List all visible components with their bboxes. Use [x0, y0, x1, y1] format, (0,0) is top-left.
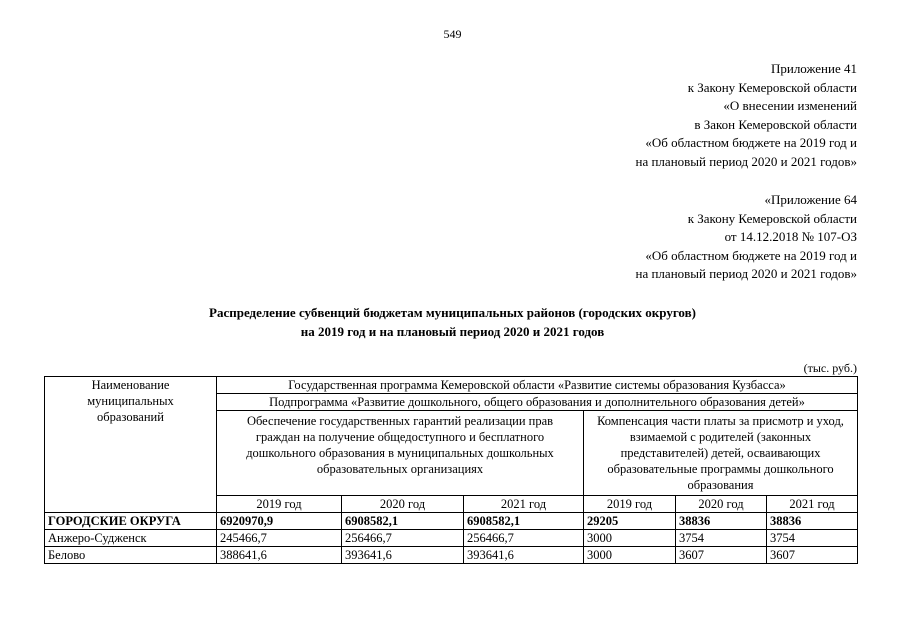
- units-label: (тыс. руб.): [803, 361, 857, 375]
- appendix-current-line: к Закону Кемеровской области: [687, 79, 857, 95]
- appendix-current: [636, 60, 858, 171]
- table-row: [45, 513, 858, 530]
- subsidy-table: [44, 376, 858, 564]
- row-value: 6908582,1: [464, 513, 584, 530]
- group-header-guarantees: Обеспечение государственных гарантий реализации прав граждан на получение общедоступного и бесплатного дошкольного образования в муниципальных дошкольных образовательных организациях: [217, 411, 584, 496]
- row-value: 6908582,1: [342, 513, 464, 530]
- table-row: [45, 547, 858, 564]
- appendix-current-line: в Закон Кемеровской области: [694, 116, 857, 132]
- appendix-original-line: к Закону Кемеровской области: [687, 210, 857, 226]
- row-value: 256466,7: [342, 530, 464, 547]
- row-value: 29205: [584, 513, 676, 530]
- row-value: 388641,6: [217, 547, 342, 564]
- column-header-name: Наименование муниципальных образований: [45, 377, 217, 513]
- row-value: 3754: [676, 530, 767, 547]
- row-value: 3754: [767, 530, 858, 547]
- appendix-current-line: Приложение 41: [770, 61, 857, 76]
- appendix-original-line: на плановый период 2020 и 2021 годов»: [635, 266, 857, 281]
- row-value: 3000: [584, 547, 676, 564]
- row-value: 3607: [676, 547, 767, 564]
- row-value: 3000: [584, 530, 676, 547]
- appendix-current-line: «О внесении изменений: [723, 98, 857, 113]
- row-name: Анжеро-Судженск: [45, 530, 217, 547]
- row-name: ГОРОДСКИЕ ОКРУГА: [45, 513, 217, 530]
- row-value: 245466,7: [217, 530, 342, 547]
- year-header: 2021 год: [464, 496, 584, 513]
- appendix-original-line: «Об областном бюджете на 2019 год и: [645, 247, 857, 263]
- group-header-compensation: Компенсация части платы за присмотр и уход, взимаемой с родителей (законных представителей) детей, осваивающих образовательные программы дошкольного образования: [584, 411, 858, 496]
- year-header: 2020 год: [676, 496, 767, 513]
- appendix-original-line: «Приложение 64: [764, 192, 857, 207]
- year-header: 2019 год: [584, 496, 676, 513]
- title-line: Распределение субвенций бюджетам муниципальных районов (городских округов): [209, 305, 696, 320]
- page-number: 549: [443, 27, 462, 41]
- appendix-original: [636, 191, 858, 284]
- appendix-original-line: от 14.12.2018 № 107-ОЗ: [724, 229, 857, 244]
- document-title: [0, 304, 905, 341]
- row-value: 393641,6: [464, 547, 584, 564]
- title-line: на 2019 год и на плановый период 2020 и 2021 годов: [300, 323, 605, 339]
- row-value: 6920970,9: [217, 513, 342, 530]
- table-row: [45, 530, 858, 547]
- year-header: 2020 год: [342, 496, 464, 513]
- row-value: 393641,6: [342, 547, 464, 564]
- row-value: 38836: [767, 513, 858, 530]
- appendix-current-line: на плановый период 2020 и 2021 годов»: [635, 153, 857, 169]
- row-value: 3607: [767, 547, 858, 564]
- row-value: 256466,7: [464, 530, 584, 547]
- row-name: Белово: [45, 547, 217, 564]
- appendix-current-line: «Об областном бюджете на 2019 год и: [645, 135, 857, 150]
- year-header: 2019 год: [217, 496, 342, 513]
- subprogram-header: Подпрограмма «Развитие дошкольного, общего образования и дополнительного образования детей»: [217, 394, 858, 411]
- program-header: Государственная программа Кемеровской области «Развитие системы образования Кузбасса»: [217, 377, 858, 394]
- year-header: 2021 год: [767, 496, 858, 513]
- row-value: 38836: [676, 513, 767, 530]
